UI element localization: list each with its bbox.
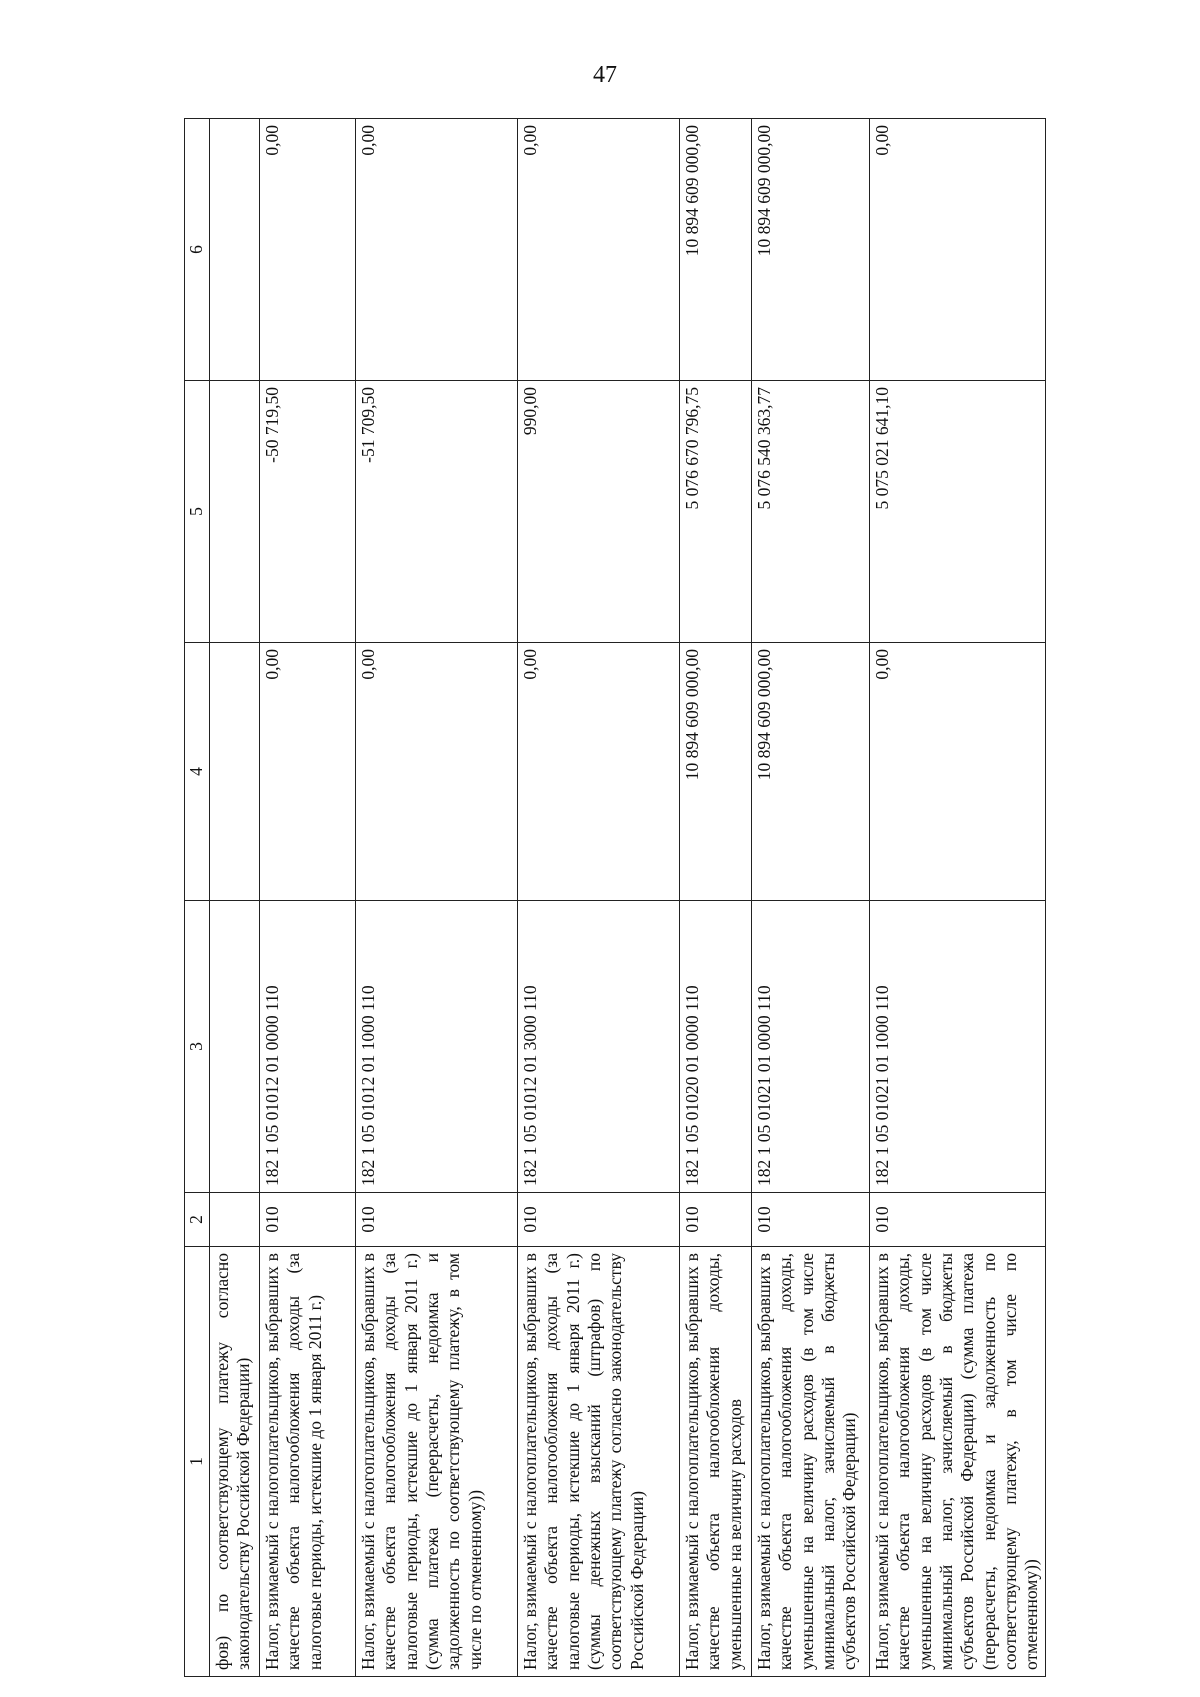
row-line-code: 010 bbox=[356, 1193, 518, 1247]
table-row bbox=[870, 119, 1046, 1677]
row-executed-amount bbox=[210, 381, 260, 643]
budget-report-table bbox=[184, 118, 1046, 1677]
row-line-code: 010 bbox=[260, 1193, 356, 1247]
row-description: Налог, взимаемый с налогоплательщиков, выбравших в качестве объекта налогообложения доходы, уменьшенные на величину расходов (в том числе минимальный налог, зачисляемый в бюджеты субъектов Российской Федерации) (сумма платежа (перерасчеты, недоимка и задолженность по соответствующему платежу, в том числе по отмененному)) bbox=[870, 1247, 1046, 1677]
row-budget-code: 182 1 05 01012 01 0000 110 bbox=[260, 901, 356, 1193]
row-budget-code: 182 1 05 01012 01 1000 110 bbox=[356, 901, 518, 1193]
page-number: 47 bbox=[593, 62, 617, 88]
row-remaining-amount: 0,00 bbox=[260, 119, 356, 381]
table-row bbox=[356, 119, 518, 1677]
row-approved-amount: 0,00 bbox=[260, 643, 356, 901]
row-description: Налог, взимаемый с налогоплательщиков, выбравших в качестве объекта налогообложения доходы (за налоговые периоды, истекшие до 1 января 2011 г.) (сумма платежа (перерасчеты, недоимка и задолженность по соответствующему платежу, в том числе по отмененному)) bbox=[356, 1247, 518, 1677]
row-approved-amount: 0,00 bbox=[870, 643, 1046, 901]
table-row bbox=[680, 119, 752, 1677]
report-table-rotated bbox=[184, 119, 1042, 1677]
row-remaining-amount: 0,00 bbox=[356, 119, 518, 381]
row-approved-amount: 0,00 bbox=[356, 643, 518, 901]
row-executed-amount: 5 075 021 641,10 bbox=[870, 381, 1046, 643]
row-description: Налог, взимаемый с налогоплательщиков, выбравших в качестве объекта налогообложения доходы, уменьшенные на величину расходов (в том числе минимальный налог, зачисляемый в бюджеты субъектов Российской Федерации) bbox=[752, 1247, 870, 1677]
column-header-5: 5 bbox=[185, 381, 210, 643]
table-row bbox=[752, 119, 870, 1677]
row-description: Налог, взимаемый с налогоплательщиков, выбравших в качестве объекта налогообложения доходы, уменьшенные на величину расходов bbox=[680, 1247, 752, 1677]
row-remaining-amount bbox=[210, 119, 260, 381]
row-budget-code: 182 1 05 01012 01 3000 110 bbox=[518, 901, 680, 1193]
column-header-4: 4 bbox=[185, 643, 210, 901]
row-line-code: 010 bbox=[752, 1193, 870, 1247]
table-row bbox=[518, 119, 680, 1677]
row-executed-amount: 5 076 540 363,77 bbox=[752, 381, 870, 643]
column-header-6: 6 bbox=[185, 119, 210, 381]
row-approved-amount: 10 894 609 000,00 bbox=[680, 643, 752, 901]
row-approved-amount bbox=[210, 643, 260, 901]
row-description: Налог, взимаемый с налогоплательщиков, выбравших в качестве объекта налогообложения доходы (за налоговые периоды, истекшие до 1 января 2011 г.) (суммы денежных взысканий (штрафов) по соответствующему платежу согласно законодательству Российской Федерации) bbox=[518, 1247, 680, 1677]
row-budget-code: 182 1 05 01021 01 0000 110 bbox=[752, 901, 870, 1193]
table-row bbox=[260, 119, 356, 1677]
column-header-1: 1 bbox=[185, 1247, 210, 1677]
row-budget-code: 182 1 05 01021 01 1000 110 bbox=[870, 901, 1046, 1193]
row-remaining-amount: 10 894 609 000,00 bbox=[680, 119, 752, 381]
row-line-code bbox=[210, 1193, 260, 1247]
row-budget-code bbox=[210, 901, 260, 1193]
row-approved-amount: 0,00 bbox=[518, 643, 680, 901]
row-budget-code: 182 1 05 01020 01 0000 110 bbox=[680, 901, 752, 1193]
table-row bbox=[210, 119, 260, 1677]
row-approved-amount: 10 894 609 000,00 bbox=[752, 643, 870, 901]
row-description: фов) по соответствующему платежу согласно законодательству Российской Федерации) bbox=[210, 1247, 260, 1677]
row-remaining-amount: 0,00 bbox=[870, 119, 1046, 381]
column-header-2: 2 bbox=[185, 1193, 210, 1247]
row-executed-amount: 990,00 bbox=[518, 381, 680, 643]
row-line-code: 010 bbox=[518, 1193, 680, 1247]
row-line-code: 010 bbox=[680, 1193, 752, 1247]
row-executed-amount: -50 719,50 bbox=[260, 381, 356, 643]
row-executed-amount: 5 076 670 796,75 bbox=[680, 381, 752, 643]
row-executed-amount: -51 709,50 bbox=[356, 381, 518, 643]
row-remaining-amount: 10 894 609 000,00 bbox=[752, 119, 870, 381]
row-remaining-amount: 0,00 bbox=[518, 119, 680, 381]
table-header-row bbox=[185, 119, 210, 1677]
row-description: Налог, взимаемый с налогоплательщиков, выбравших в качестве объекта налогообложения доходы (за налоговые периоды, истекшие до 1 января 2011 г.) bbox=[260, 1247, 356, 1677]
column-header-3: 3 bbox=[185, 901, 210, 1193]
row-line-code: 010 bbox=[870, 1193, 1046, 1247]
